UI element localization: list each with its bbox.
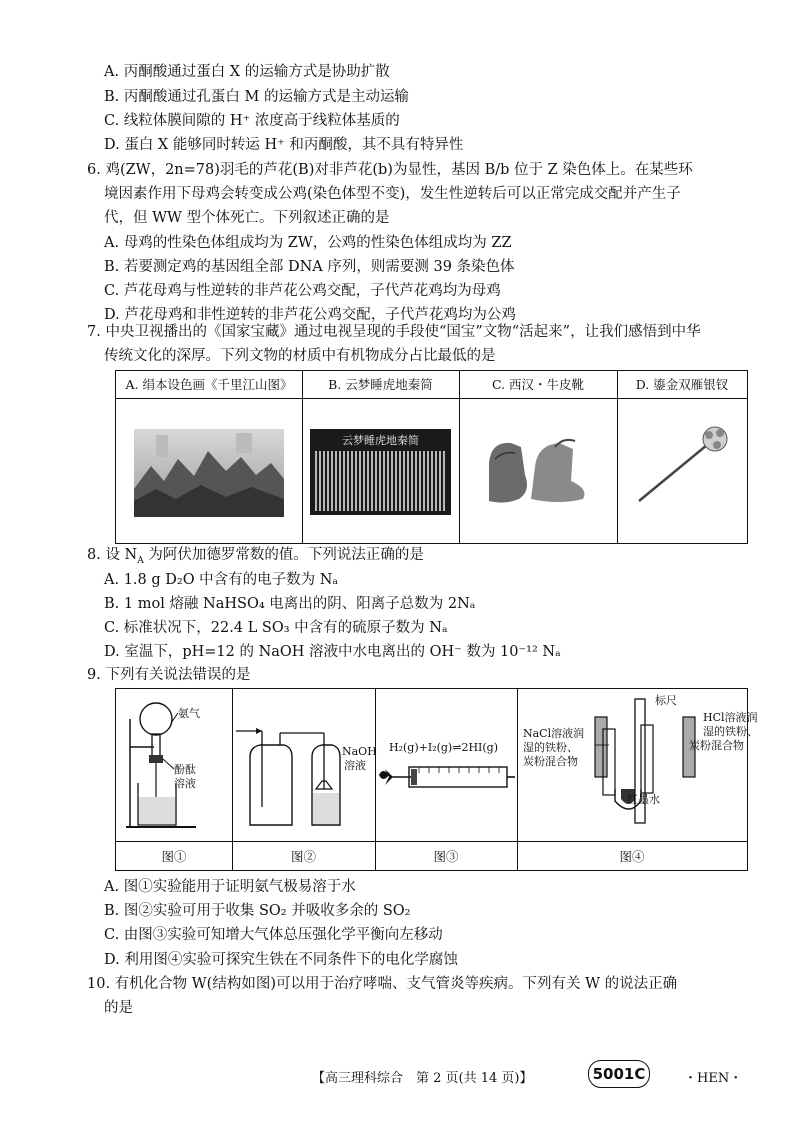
fig2-solution-label: 溶液 <box>344 759 366 772</box>
footer-paper-code: 5001C <box>588 1060 650 1088</box>
leather-boots-image <box>459 371 617 543</box>
fig1-solution-label: 溶液 <box>174 777 196 790</box>
q7-stem-line1: 7. 中央卫视播出的《国家宝藏》通过电视呈现的手段使“国宝”文物“活起来”，让我们感悟到中华 <box>87 324 701 340</box>
landscape-painting-image <box>116 371 302 543</box>
fig1-phenol-label: 酚酞 <box>174 763 196 776</box>
q8-stem-head: 8. 设 N <box>87 547 138 563</box>
silver-hairpin-image <box>617 371 747 543</box>
fig4-left-label-2: 湿的铁粉、 <box>523 741 578 754</box>
q8-option-a: A. 1.8 g D₂O 中含有的电子数为 Nₐ <box>104 572 339 588</box>
q5-option-c: C. 线粒体膜间隙的 H⁺ 浓度高于线粒体基质的 <box>104 113 400 129</box>
artifact-cell-d <box>617 371 748 543</box>
fig1-cell <box>116 689 233 870</box>
q9-option-c: C. 由图③实验可知增大气体总压强化学平衡向左移动 <box>104 927 443 943</box>
artifact-table-divider <box>116 398 747 399</box>
q9-option-a: A. 图①实验能用于证明氨气极易溶于水 <box>104 879 356 895</box>
fig4-ink-label: 红墨水 <box>627 793 660 806</box>
q7-stem-line2: 传统文化的深厚。下列文物的材质中有机物成分占比最低的是 <box>104 348 496 364</box>
q8-option-b: B. 1 mol 熔融 NaHSO₄ 电离出的阴、阳离子总数为 2Nₐ <box>104 596 476 612</box>
q6-option-b: B. 若要测定鸡的基因组全部 DNA 序列，则需要测 39 条染色体 <box>104 259 515 275</box>
bamboo-slips-image <box>302 371 459 543</box>
artifact-table <box>115 370 748 544</box>
fig4-right-label-3: 炭粉混合物 <box>689 739 744 752</box>
q5-option-d: D. 蛋白 X 能够同时转运 H⁺ 和丙酮酸，其不具有特异性 <box>104 137 464 153</box>
fig2-cell <box>232 689 376 870</box>
q8-option-d: D. 室温下，pH=12 的 NaOH 溶液中水电离出的 OH⁻ 数为 10⁻¹² Nₐ <box>104 644 561 660</box>
fig1-ammonia-label: 氨气 <box>178 707 200 720</box>
syringe-diagram <box>375 689 517 841</box>
q8-stem <box>87 545 424 565</box>
fig3-label: 图③ <box>433 849 459 864</box>
q6-option-d: D. 芦花母鸡和非性逆转的非芦花公鸡交配，子代芦花鸡均为公鸡 <box>104 307 516 323</box>
q6-stem-line3: 代，但 WW 型个体死亡。下列叙述正确的是 <box>104 210 390 226</box>
q6-stem-line1: 6. 鸡(ZW，2n=78)羽毛的芦花(B)对非芦花(b)为显性，基因 B/b 位于 Z 染色体上。在某些环 <box>87 162 693 178</box>
q6-option-c: C. 芦花母鸡与性逆转的非芦花公鸡交配，子代芦花鸡均为母鸡 <box>104 283 501 299</box>
artifact-cell-a <box>116 371 303 543</box>
fig4-ruler-label: 标尺 <box>655 694 677 707</box>
footer-page-info: 【高三理科综合 第 2 页(共 14 页)】 <box>312 1071 533 1086</box>
q8-stem-sub: A <box>137 555 144 566</box>
fig4-left-label-1: NaCl溶液润 <box>523 727 585 740</box>
q9-option-b: B. 图②实验可用于收集 SO₂ 并吸收多余的 SO₂ <box>104 903 411 919</box>
artifact-caption-a: A. 绢本设色画《千里江山图》 <box>125 377 293 392</box>
q5-option-a: A. 丙酮酸通过蛋白 X 的运输方式是协助扩散 <box>104 64 390 80</box>
fig1-label: 图① <box>161 849 187 864</box>
fig4-cell <box>517 689 758 870</box>
q6-stem-line2: 境因素作用下母鸡会转变成公鸡(染色体型不变)，发生性逆转后可以正常完成交配并产生子 <box>104 186 681 202</box>
fig2-label: 图② <box>290 849 316 864</box>
fig2-naoh-label: NaOH <box>342 745 377 758</box>
artifact-caption-d: D. 鎏金双雁银钗 <box>635 377 729 392</box>
q9-figure-panel <box>115 688 758 871</box>
footer-region-code: ・HEN・ <box>684 1071 743 1086</box>
q9-stem: 9. 下列有关说法错误的是 <box>87 667 251 683</box>
q9-option-d: D. 利用图④实验可探究生铁在不同条件下的电化学腐蚀 <box>104 952 458 968</box>
artifact-caption-b: B. 云梦睡虎地秦简 <box>328 377 433 392</box>
fig4-left-label-3: 炭粉混合物 <box>523 755 578 768</box>
artifact-cell-c <box>459 371 618 543</box>
fig4-right-label-1: HCl溶液润 <box>703 711 758 724</box>
artifact-cell-b <box>302 371 460 543</box>
q5-option-b: B. 丙酮酸通过孔蛋白 M 的运输方式是主动运输 <box>104 89 409 105</box>
q8-option-c: C. 标准状况下，22.4 L SO₃ 中含有的硫原子数为 Nₐ <box>104 620 448 636</box>
q10-stem-line2: 的是 <box>104 1000 133 1016</box>
fig4-label: 图④ <box>619 849 645 864</box>
q6-option-a: A. 母鸡的性染色体组成均为 ZW，公鸡的性染色体组成均为 ZZ <box>104 235 512 251</box>
fig3-cell <box>375 689 518 870</box>
artifact-caption-c: C. 西汉・牛皮靴 <box>491 377 585 392</box>
fig3-equation: H₂(g)+I₂(g)⇌2HI(g) <box>389 741 499 754</box>
bamboo-slips-title: 云梦睡虎地秦简 <box>342 434 419 447</box>
fig4-right-label-2: 湿的铁粉、 <box>703 725 758 738</box>
q10-stem-line1: 10. 有机化合物 W(结构如图)可以用于治疗哮喘、支气管炎等疾病。下列有关 W 的说法正确 <box>87 976 678 992</box>
q8-stem-tail: 为阿伏加德罗常数的值。下列说法正确的是 <box>143 547 424 563</box>
